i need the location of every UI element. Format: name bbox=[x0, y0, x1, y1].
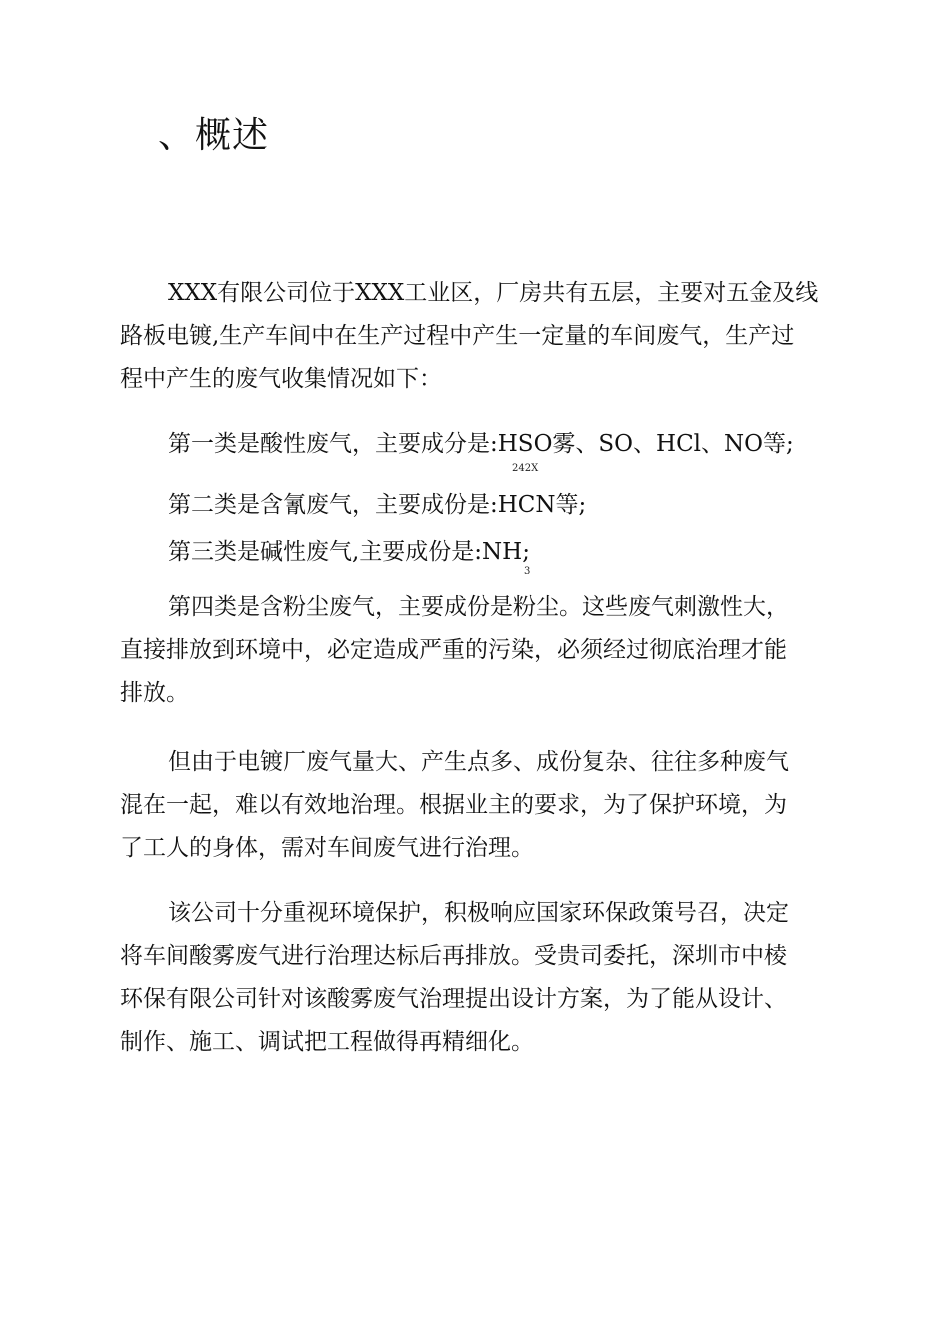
paragraph-line: 排放。 bbox=[120, 680, 189, 706]
paragraph-line: 制作、施工、调试把工程做得再精细化。 bbox=[120, 1029, 534, 1055]
paragraph-line: 第一类是酸性废气，主要成分是:HSO雾、SO、HCl、NO等; bbox=[168, 431, 794, 457]
paragraph-line: XXX有限公司位于XXX工业区，厂房共有五层，主要对五金及线 bbox=[168, 280, 819, 306]
paragraph-line: 第四类是含粉尘废气，主要成份是粉尘。这些废气刺激性大， bbox=[168, 594, 789, 620]
section-heading: 、概述 bbox=[158, 115, 270, 156]
paragraph-line: 路板电镀,生产车间中在生产过程中产生一定量的车间废气，生产过 bbox=[120, 323, 795, 349]
paragraph-line: 程中产生的废气收集情况如下： bbox=[120, 366, 442, 392]
paragraph-line: 将车间酸雾废气进行治理达标后再排放。受贵司委托，深圳市中棱 bbox=[120, 943, 787, 969]
paragraph-alkaline-gas bbox=[120, 531, 832, 574]
paragraph-line: 直接排放到环境中，必定造成严重的污染，必须经过彻底治理才能 bbox=[120, 637, 787, 663]
paragraph-line: 混在一起，难以有效地治理。根据业主的要求，为了保护环境，为 bbox=[120, 792, 787, 818]
paragraph-line: 第二类是含氰废气，主要成份是:HCN等; bbox=[168, 492, 587, 518]
paragraph-dust-gas bbox=[120, 586, 832, 715]
paragraph-difficulty bbox=[120, 741, 832, 870]
paragraph-line: 但由于电镀厂废气量大、产生点多、成份复杂、往往多种废气 bbox=[168, 749, 789, 775]
paragraph-commission bbox=[120, 892, 832, 1064]
paragraph-intro bbox=[120, 272, 832, 401]
subscript-note: 242X bbox=[512, 463, 539, 474]
paragraph-cyanide-gas bbox=[120, 484, 832, 527]
subscript-note: 3 bbox=[524, 566, 531, 577]
paragraph-acid-gas bbox=[120, 423, 832, 466]
paragraph-line: 该公司十分重视环境保护，积极响应国家环保政策号召，决定 bbox=[168, 900, 789, 926]
paragraph-line: 了工人的身体，需对车间废气进行治理。 bbox=[120, 835, 534, 861]
paragraph-line: 第三类是碱性废气,主要成份是:NH; bbox=[168, 539, 530, 565]
paragraph-line: 环保有限公司针对该酸雾废气治理提出设计方案，为了能从设计、 bbox=[120, 986, 787, 1012]
